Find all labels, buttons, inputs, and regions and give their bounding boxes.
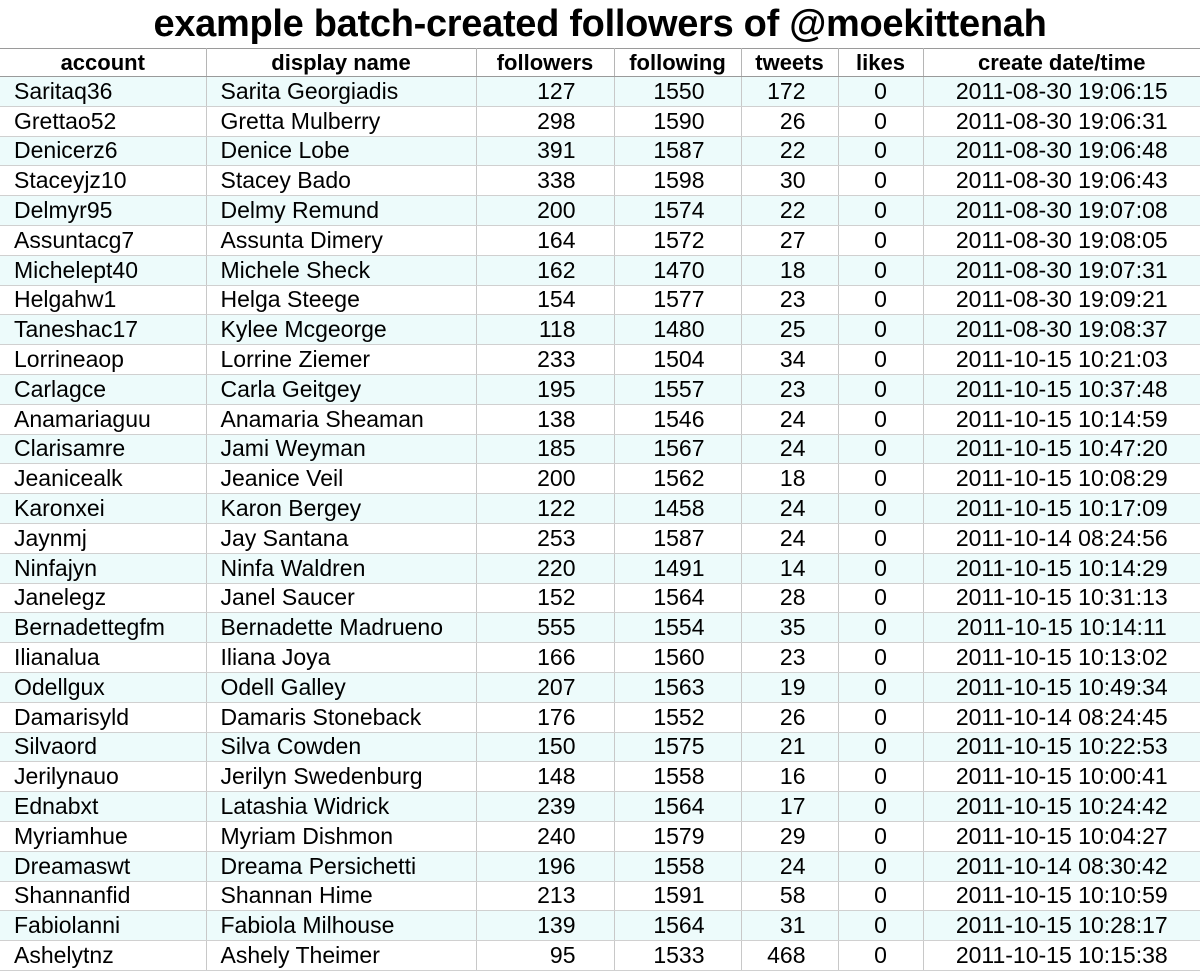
following-cell: 1564	[614, 583, 741, 613]
column-header-following: following	[614, 49, 741, 77]
account-cell: Michelept40	[0, 255, 206, 285]
following-cell: 1504	[614, 345, 741, 375]
following-cell: 1562	[614, 464, 741, 494]
create-date-time-cell: 2011-08-30 19:08:05	[923, 225, 1200, 255]
table-row	[0, 77, 1200, 107]
likes-cell: 0	[838, 732, 923, 762]
tweets-cell: 23	[741, 374, 838, 404]
likes-cell: 0	[838, 464, 923, 494]
table-row	[0, 166, 1200, 196]
create-date-time-cell: 2011-10-15 10:37:48	[923, 374, 1200, 404]
account-cell: Lorrineaop	[0, 345, 206, 375]
create-date-time-cell: 2011-10-14 08:24:45	[923, 702, 1200, 732]
following-cell: 1558	[614, 762, 741, 792]
display-name-cell: Carla Geitgey	[206, 374, 476, 404]
table-row	[0, 911, 1200, 941]
following-cell: 1564	[614, 911, 741, 941]
table-row	[0, 732, 1200, 762]
table-row	[0, 941, 1200, 971]
create-date-time-cell: 2011-10-15 10:14:59	[923, 404, 1200, 434]
column-header-followers: followers	[476, 49, 614, 77]
display-name-cell: Bernadette Madrueno	[206, 613, 476, 643]
column-header-display-name: display name	[206, 49, 476, 77]
likes-cell: 0	[838, 613, 923, 643]
tweets-cell: 26	[741, 702, 838, 732]
create-date-time-cell: 2011-10-14 08:24:56	[923, 523, 1200, 553]
tweets-cell: 28	[741, 583, 838, 613]
followers-cell: 195	[476, 374, 614, 404]
display-name-cell: Dreama Persichetti	[206, 851, 476, 881]
following-cell: 1563	[614, 672, 741, 702]
create-date-time-cell: 2011-10-15 10:22:53	[923, 732, 1200, 762]
display-name-cell: Helga Steege	[206, 285, 476, 315]
following-cell: 1546	[614, 404, 741, 434]
tweets-cell: 23	[741, 285, 838, 315]
table-row	[0, 613, 1200, 643]
account-cell: Fabiolanni	[0, 911, 206, 941]
table-row	[0, 851, 1200, 881]
likes-cell: 0	[838, 762, 923, 792]
followers-cell: 213	[476, 881, 614, 911]
likes-cell: 0	[838, 523, 923, 553]
column-header-create-date-time: create date/time	[923, 49, 1200, 77]
account-cell: Damarisyld	[0, 702, 206, 732]
likes-cell: 0	[838, 851, 923, 881]
likes-cell: 0	[838, 881, 923, 911]
table-row	[0, 136, 1200, 166]
create-date-time-cell: 2011-08-30 19:07:31	[923, 255, 1200, 285]
display-name-cell: Iliana Joya	[206, 643, 476, 673]
account-cell: Assuntacg7	[0, 225, 206, 255]
likes-cell: 0	[838, 911, 923, 941]
followers-cell: 166	[476, 643, 614, 673]
account-cell: Odellgux	[0, 672, 206, 702]
followers-cell: 240	[476, 821, 614, 851]
display-name-cell: Odell Galley	[206, 672, 476, 702]
likes-cell: 0	[838, 583, 923, 613]
tweets-cell: 23	[741, 643, 838, 673]
likes-cell: 0	[838, 494, 923, 524]
tweets-cell: 35	[741, 613, 838, 643]
account-cell: Ashelytnz	[0, 941, 206, 971]
tweets-cell: 18	[741, 255, 838, 285]
following-cell: 1574	[614, 196, 741, 226]
following-cell: 1567	[614, 434, 741, 464]
create-date-time-cell: 2011-10-15 10:47:20	[923, 434, 1200, 464]
account-cell: Taneshac17	[0, 315, 206, 345]
table-row	[0, 464, 1200, 494]
account-cell: Dreamaswt	[0, 851, 206, 881]
likes-cell: 0	[838, 285, 923, 315]
account-cell: Bernadettegfm	[0, 613, 206, 643]
following-cell: 1587	[614, 523, 741, 553]
followers-cell: 164	[476, 225, 614, 255]
account-cell: Ninfajyn	[0, 553, 206, 583]
display-name-cell: Sarita Georgiadis	[206, 77, 476, 107]
display-name-cell: Delmy Remund	[206, 196, 476, 226]
tweets-cell: 24	[741, 523, 838, 553]
followers-cell: 95	[476, 941, 614, 971]
tweets-cell: 468	[741, 941, 838, 971]
likes-cell: 0	[838, 702, 923, 732]
table-row	[0, 196, 1200, 226]
followers-cell: 207	[476, 672, 614, 702]
create-date-time-cell: 2011-10-15 10:17:09	[923, 494, 1200, 524]
account-cell: Silvaord	[0, 732, 206, 762]
header-row	[0, 49, 1200, 77]
table-header	[0, 49, 1200, 77]
account-cell: Saritaq36	[0, 77, 206, 107]
tweets-cell: 24	[741, 434, 838, 464]
table-row	[0, 434, 1200, 464]
display-name-cell: Shannan Hime	[206, 881, 476, 911]
table-row	[0, 762, 1200, 792]
column-header-account: account	[0, 49, 206, 77]
tweets-cell: 25	[741, 315, 838, 345]
following-cell: 1480	[614, 315, 741, 345]
display-name-cell: Jay Santana	[206, 523, 476, 553]
followers-cell: 298	[476, 106, 614, 136]
likes-cell: 0	[838, 941, 923, 971]
likes-cell: 0	[838, 255, 923, 285]
create-date-time-cell: 2011-10-15 10:10:59	[923, 881, 1200, 911]
tweets-cell: 26	[741, 106, 838, 136]
account-cell: Jeanicealk	[0, 464, 206, 494]
followers-cell: 162	[476, 255, 614, 285]
account-cell: Staceyjz10	[0, 166, 206, 196]
create-date-time-cell: 2011-08-30 19:06:43	[923, 166, 1200, 196]
account-cell: Jerilynauo	[0, 762, 206, 792]
followers-cell: 148	[476, 762, 614, 792]
display-name-cell: Jerilyn Swedenburg	[206, 762, 476, 792]
likes-cell: 0	[838, 404, 923, 434]
followers-cell: 127	[476, 77, 614, 107]
tweets-cell: 24	[741, 404, 838, 434]
create-date-time-cell: 2011-10-15 10:15:38	[923, 941, 1200, 971]
tweets-cell: 22	[741, 136, 838, 166]
likes-cell: 0	[838, 672, 923, 702]
create-date-time-cell: 2011-08-30 19:08:37	[923, 315, 1200, 345]
tweets-cell: 31	[741, 911, 838, 941]
followers-cell: 239	[476, 792, 614, 822]
display-name-cell: Ashely Theimer	[206, 941, 476, 971]
tweets-cell: 24	[741, 851, 838, 881]
create-date-time-cell: 2011-10-15 10:14:29	[923, 553, 1200, 583]
account-cell: Myriamhue	[0, 821, 206, 851]
create-date-time-cell: 2011-10-15 10:08:29	[923, 464, 1200, 494]
table-row	[0, 494, 1200, 524]
likes-cell: 0	[838, 166, 923, 196]
display-name-cell: Lorrine Ziemer	[206, 345, 476, 375]
create-date-time-cell: 2011-08-30 19:06:15	[923, 77, 1200, 107]
tweets-cell: 17	[741, 792, 838, 822]
tweets-cell: 24	[741, 494, 838, 524]
followers-cell: 391	[476, 136, 614, 166]
create-date-time-cell: 2011-08-30 19:06:31	[923, 106, 1200, 136]
account-cell: Karonxei	[0, 494, 206, 524]
create-date-time-cell: 2011-10-15 10:28:17	[923, 911, 1200, 941]
likes-cell: 0	[838, 643, 923, 673]
table-row	[0, 702, 1200, 732]
display-name-cell: Fabiola Milhouse	[206, 911, 476, 941]
table-row	[0, 404, 1200, 434]
followers-cell: 176	[476, 702, 614, 732]
following-cell: 1550	[614, 77, 741, 107]
display-name-cell: Latashia Widrick	[206, 792, 476, 822]
following-cell: 1491	[614, 553, 741, 583]
followers-cell: 139	[476, 911, 614, 941]
account-cell: Jaynmj	[0, 523, 206, 553]
following-cell: 1590	[614, 106, 741, 136]
following-cell: 1558	[614, 851, 741, 881]
likes-cell: 0	[838, 196, 923, 226]
likes-cell: 0	[838, 374, 923, 404]
likes-cell: 0	[838, 821, 923, 851]
table-row	[0, 374, 1200, 404]
display-name-cell: Assunta Dimery	[206, 225, 476, 255]
tweets-cell: 19	[741, 672, 838, 702]
display-name-cell: Gretta Mulberry	[206, 106, 476, 136]
account-cell: Anamariaguu	[0, 404, 206, 434]
likes-cell: 0	[838, 106, 923, 136]
following-cell: 1598	[614, 166, 741, 196]
followers-cell: 138	[476, 404, 614, 434]
followers-cell: 152	[476, 583, 614, 613]
table-row	[0, 643, 1200, 673]
account-cell: Grettao52	[0, 106, 206, 136]
create-date-time-cell: 2011-10-14 08:30:42	[923, 851, 1200, 881]
followers-cell: 122	[476, 494, 614, 524]
followers-cell: 233	[476, 345, 614, 375]
create-date-time-cell: 2011-10-15 10:04:27	[923, 821, 1200, 851]
account-cell: Janelegz	[0, 583, 206, 613]
tweets-cell: 16	[741, 762, 838, 792]
display-name-cell: Damaris Stoneback	[206, 702, 476, 732]
account-cell: Clarisamre	[0, 434, 206, 464]
following-cell: 1554	[614, 613, 741, 643]
following-cell: 1575	[614, 732, 741, 762]
create-date-time-cell: 2011-08-30 19:06:48	[923, 136, 1200, 166]
following-cell: 1587	[614, 136, 741, 166]
followers-cell: 555	[476, 613, 614, 643]
likes-cell: 0	[838, 434, 923, 464]
create-date-time-cell: 2011-10-15 10:00:41	[923, 762, 1200, 792]
table-row	[0, 106, 1200, 136]
account-cell: Ednabxt	[0, 792, 206, 822]
likes-cell: 0	[838, 345, 923, 375]
display-name-cell: Myriam Dishmon	[206, 821, 476, 851]
table-body	[0, 77, 1200, 971]
followers-table	[0, 48, 1200, 971]
table-row	[0, 672, 1200, 702]
following-cell: 1552	[614, 702, 741, 732]
following-cell: 1557	[614, 374, 741, 404]
tweets-cell: 58	[741, 881, 838, 911]
likes-cell: 0	[838, 553, 923, 583]
followers-cell: 150	[476, 732, 614, 762]
account-cell: Helgahw1	[0, 285, 206, 315]
following-cell: 1579	[614, 821, 741, 851]
account-cell: Delmyr95	[0, 196, 206, 226]
following-cell: 1560	[614, 643, 741, 673]
tweets-cell: 29	[741, 821, 838, 851]
table-row	[0, 255, 1200, 285]
likes-cell: 0	[838, 77, 923, 107]
likes-cell: 0	[838, 136, 923, 166]
display-name-cell: Kylee Mcgeorge	[206, 315, 476, 345]
followers-cell: 196	[476, 851, 614, 881]
followers-cell: 118	[476, 315, 614, 345]
likes-cell: 0	[838, 792, 923, 822]
followers-cell: 185	[476, 434, 614, 464]
table-row	[0, 285, 1200, 315]
create-date-time-cell: 2011-10-15 10:49:34	[923, 672, 1200, 702]
followers-cell: 338	[476, 166, 614, 196]
display-name-cell: Jeanice Veil	[206, 464, 476, 494]
account-cell: Ilianalua	[0, 643, 206, 673]
tweets-cell: 30	[741, 166, 838, 196]
table-row	[0, 225, 1200, 255]
tweets-cell: 18	[741, 464, 838, 494]
column-header-tweets: tweets	[741, 49, 838, 77]
tweets-cell: 14	[741, 553, 838, 583]
display-name-cell: Karon Bergey	[206, 494, 476, 524]
tweets-cell: 22	[741, 196, 838, 226]
column-header-likes: likes	[838, 49, 923, 77]
create-date-time-cell: 2011-10-15 10:14:11	[923, 613, 1200, 643]
display-name-cell: Jami Weyman	[206, 434, 476, 464]
table-row	[0, 792, 1200, 822]
display-name-cell: Denice Lobe	[206, 136, 476, 166]
create-date-time-cell: 2011-10-15 10:24:42	[923, 792, 1200, 822]
followers-cell: 200	[476, 196, 614, 226]
table-row	[0, 583, 1200, 613]
table-row	[0, 345, 1200, 375]
create-date-time-cell: 2011-10-15 10:31:13	[923, 583, 1200, 613]
create-date-time-cell: 2011-10-15 10:13:02	[923, 643, 1200, 673]
table-row	[0, 523, 1200, 553]
tweets-cell: 34	[741, 345, 838, 375]
display-name-cell: Michele Sheck	[206, 255, 476, 285]
table-row	[0, 553, 1200, 583]
display-name-cell: Anamaria Sheaman	[206, 404, 476, 434]
tweets-cell: 27	[741, 225, 838, 255]
account-cell: Denicerz6	[0, 136, 206, 166]
account-cell: Shannanfid	[0, 881, 206, 911]
table-row	[0, 881, 1200, 911]
create-date-time-cell: 2011-08-30 19:09:21	[923, 285, 1200, 315]
following-cell: 1533	[614, 941, 741, 971]
table-row	[0, 315, 1200, 345]
following-cell: 1564	[614, 792, 741, 822]
table-row	[0, 821, 1200, 851]
following-cell: 1591	[614, 881, 741, 911]
likes-cell: 0	[838, 225, 923, 255]
tweets-cell: 21	[741, 732, 838, 762]
display-name-cell: Ninfa Waldren	[206, 553, 476, 583]
display-name-cell: Janel Saucer	[206, 583, 476, 613]
followers-cell: 154	[476, 285, 614, 315]
page-title: example batch-created followers of @moekittenah	[153, 3, 1047, 45]
display-name-cell: Stacey Bado	[206, 166, 476, 196]
followers-cell: 200	[476, 464, 614, 494]
following-cell: 1572	[614, 225, 741, 255]
display-name-cell: Silva Cowden	[206, 732, 476, 762]
account-cell: Carlagce	[0, 374, 206, 404]
following-cell: 1470	[614, 255, 741, 285]
likes-cell: 0	[838, 315, 923, 345]
create-date-time-cell: 2011-10-15 10:21:03	[923, 345, 1200, 375]
create-date-time-cell: 2011-08-30 19:07:08	[923, 196, 1200, 226]
following-cell: 1577	[614, 285, 741, 315]
followers-cell: 220	[476, 553, 614, 583]
tweets-cell: 172	[741, 77, 838, 107]
followers-cell: 253	[476, 523, 614, 553]
following-cell: 1458	[614, 494, 741, 524]
